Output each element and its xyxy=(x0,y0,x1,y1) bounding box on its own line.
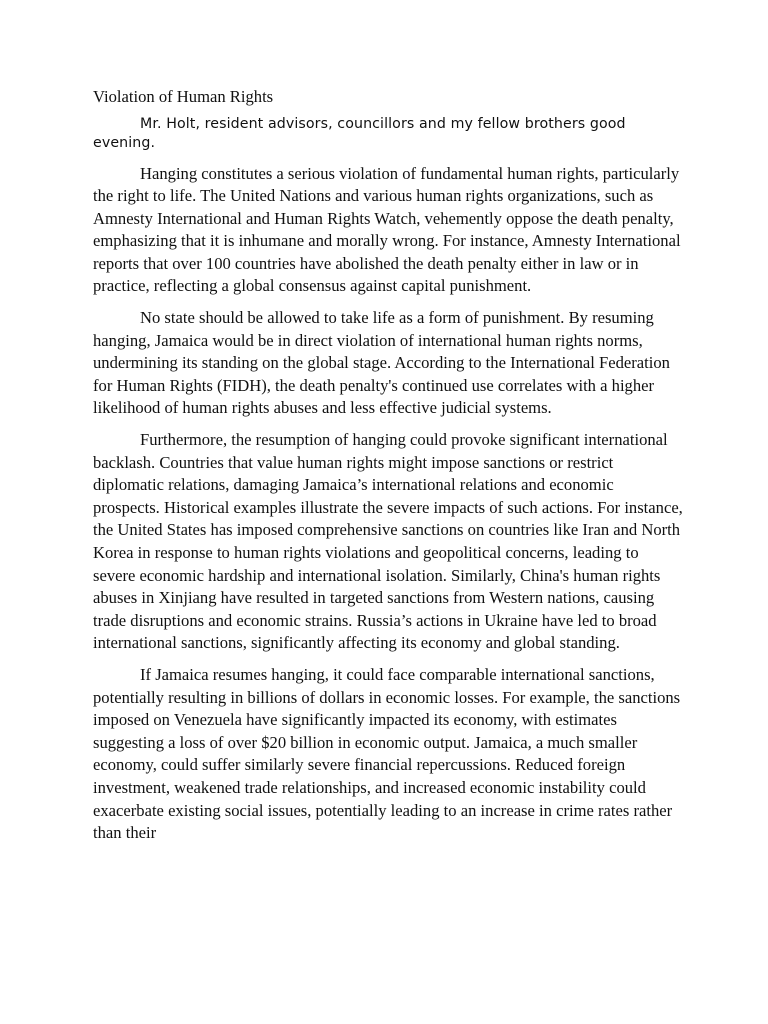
document-page xyxy=(93,86,683,854)
body-paragraph-1: Hanging constitutes a serious violation of fundamental human rights, particularly the right to life. The United Nations and various human rights organizations, such as Amnesty International and Human Rights Watch, vehemently oppose the death penalty, emphasizing that it is inhumane and morally wrong. For instance, Amnesty International reports that over 100 countries have abolished the death penalty either in law or in practice, reflecting a global consensus against capital punishment. xyxy=(93,163,681,296)
body-paragraph-2: No state should be allowed to take life as a form of punishment. By resuming hanging, Jamaica would be in direct violation of international human rights norms, undermining its standing on the global stage. According to the International Federation for Human Rights (FIDH), the death penalty's continued use correlates with a higher likelihood of human rights abuses and less effective judicial systems. xyxy=(93,308,670,418)
body-paragraph-4: If Jamaica resumes hanging, it could face comparable international sanctions, potentially resulting in billions of dollars in economic losses. For example, the sanctions imposed on Venezuela have significantly impacted its economy, with estimates suggesting a loss of over $20 billion in economic output. Jamaica, a much smaller economy, could suffer similarly severe financial repercussions. Reduced foreign investment, weakened trade relationships, and increased economic instability could exacerbate existing social issues, potentially leading to an increase in crime rates rather than their xyxy=(93,664,681,843)
document-title: Violation of Human Rights xyxy=(93,87,274,106)
salutation-paragraph: Mr. Holt, resident advisors, councillors and my fellow brothers good evening. xyxy=(93,115,626,151)
body-paragraph-3: Furthermore, the resumption of hanging could provoke significant international backlash. Countries that value human rights might impose sanctions or restrict diplomatic relations, damaging Jamaica’s international relations and economic prospects. Historical examples illustrate the severe impacts of such actions. For instance, the United States has imposed comprehensive sanctions on countries like Iran and North Korea in response to human rights violations and geopolitical concerns, leading to severe economic hardship and international isolation. Similarly, China's human rights abuses in Xinjiang have resulted in targeted sanctions from Western nations, causing trade disruptions and economic strains. Russia’s actions in Ukraine have led to broad international sanctions, significantly affecting its economy and global standing. xyxy=(93,430,683,653)
